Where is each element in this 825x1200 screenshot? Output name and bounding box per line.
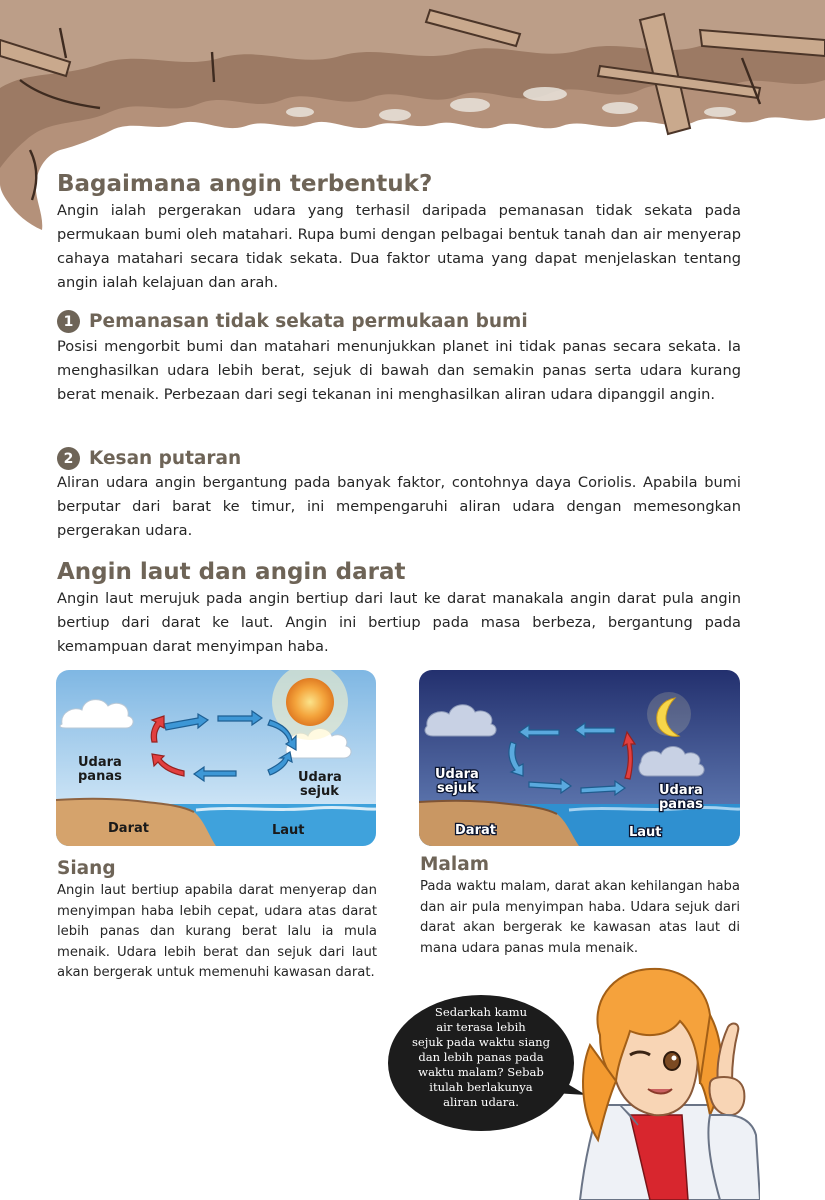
intro-paragraph: Angin ialah pergerakan udara yang terhasil daripada pemanasan tidak sekata pada permukaan bumi oleh matahari. Rupa bumi dengan pelbagai bentuk tanah dan air menyerap cahaya matahari secara tidak sekata. Dua faktor utama yang dapat menjelaskan tentang angin ialah kelajuan dan arah.	[57, 202, 741, 291]
speech-line-7: aliran udara.	[443, 1095, 519, 1109]
point-heading-2	[57, 447, 241, 470]
day-description: Angin laut bertiup apabila darat menyerap dan menyimpan haba lebih cepat, udara atas darat lebih panas dan kurang berat lalu ia mula menaik. Udara lebih berat dan sejuk dari laut akan bergerak untuk memenuhi kawasan darat.	[57, 883, 377, 980]
night-diagram	[419, 670, 740, 846]
night-caption: Malam	[420, 854, 489, 875]
speech-line-5: waktu malam? Sebab	[418, 1065, 544, 1079]
day-diagram	[56, 670, 376, 846]
night-left-air-line1: Udara	[435, 767, 479, 782]
day-left-air-line1: Udara	[78, 755, 122, 770]
day-sea-label: Laut	[272, 823, 305, 838]
girl-character-illustration	[560, 965, 760, 1200]
speech-line-3: sejuk pada waktu siang	[411, 1035, 551, 1049]
day-left-air-line2: panas	[78, 769, 122, 784]
point-title-2: Kesan putaran	[89, 448, 242, 469]
section-title: Bagaimana angin terbentuk?	[57, 171, 433, 197]
number-badge-1: 1	[57, 310, 80, 333]
day-land-label: Darat	[108, 821, 149, 836]
day-caption: Siang	[57, 858, 116, 879]
day-right-air-line2: sejuk	[300, 784, 339, 799]
night-right-air-line2: panas	[659, 797, 703, 812]
speech-line-6: itulah berlakunya	[429, 1080, 533, 1094]
speech-line-2: air terasa lebih	[436, 1020, 526, 1034]
speech-line-4: dan lebih panas pada	[418, 1050, 544, 1064]
point-text-1: Posisi mengorbit bumi dan matahari menunjukkan planet ini tidak panas secara sekata. Ia menghasilkan udara lebih berat, sejuk di bawah dan semakin panas serta udara kurang berat menaik. Perbezaan dari segi tekanan ini menghasilkan aliran udara dipanggil angin.	[57, 338, 741, 403]
speech-line-1: Sedarkah kamu	[434, 1005, 528, 1019]
night-right-air-line1: Udara	[659, 783, 703, 798]
section2-intro: Angin laut merujuk pada angin bertiup dari laut ke darat manakala angin darat pula angin bertiup dari darat ke laut. Angin ini bertiup pada masa berbeza, bergantung pada kemampuan darat menyimpan haba.	[57, 590, 741, 655]
night-sea-label: Laut	[629, 825, 662, 840]
speech-bubble	[386, 993, 586, 1133]
speech-bubble-text	[406, 1005, 556, 1110]
section2-title: Angin laut dan angin darat	[57, 559, 406, 585]
number-badge-2: 2	[57, 447, 80, 470]
point-heading-1	[57, 310, 528, 333]
point-title-1: Pemanasan tidak sekata permukaan bumi	[89, 311, 528, 332]
day-right-air-line1: Udara	[298, 770, 342, 785]
night-land-label: Darat	[455, 823, 496, 838]
night-description: Pada waktu malam, darat akan kehilangan haba dan air pula menyimpan haba. Udara sejuk dari darat akan bergerak ke kawasan atas laut di mana udara panas mula menaik.	[420, 879, 740, 956]
night-left-air-line2: sejuk	[437, 781, 476, 796]
point-text-2: Aliran udara angin bergantung pada banyak faktor, contohnya daya Coriolis. Apabila bumi berputar dari barat ke timur, ini mempengaruhi aliran udara dengan memesongkan pergerakan udara.	[57, 474, 741, 539]
